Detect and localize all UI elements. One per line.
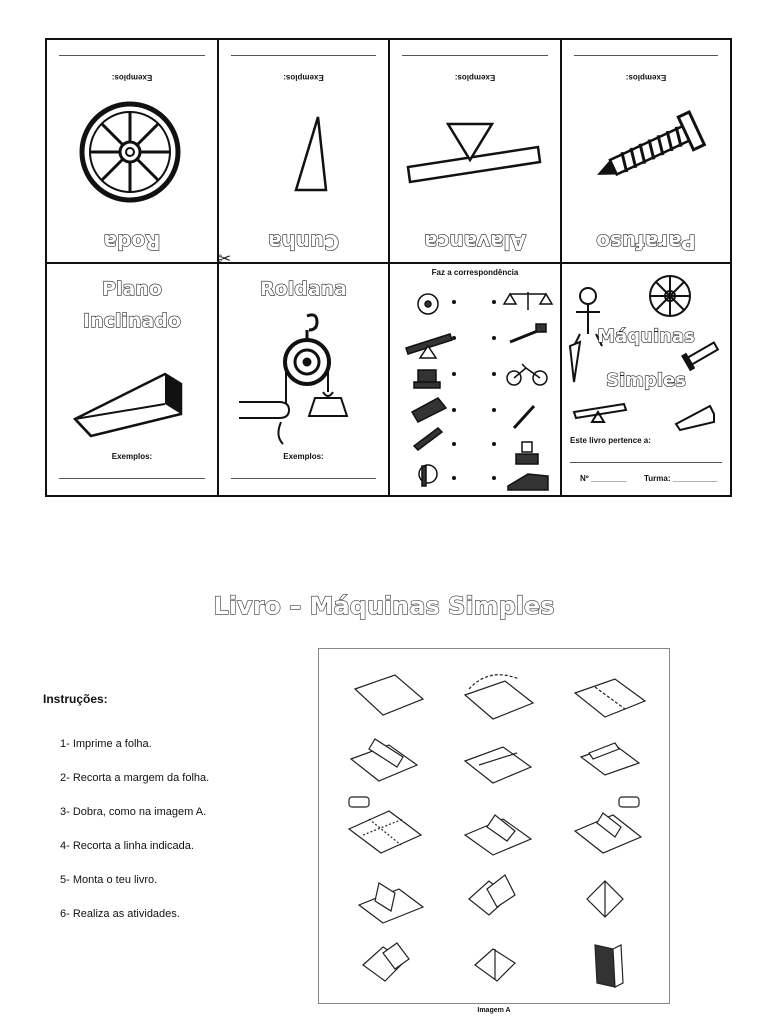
instruction-step: 6- Realiza as atividades. [60,908,180,920]
match-dot[interactable] [452,300,456,304]
examples-label: Exemplos: [625,73,667,82]
panel-cover [562,264,730,497]
owner-label: Este livro pertence a: [570,436,651,445]
panel-title: Parafuso [596,230,696,254]
scissors-icon: ✂ [218,251,232,268]
match-dot[interactable] [492,300,496,304]
match-dot[interactable] [452,442,456,446]
match-dot[interactable] [452,372,456,376]
writing-line [59,55,205,56]
panel-parafuso [562,40,730,262]
cover-title-line1: Máquinas [597,326,695,347]
cover-illustrations [562,264,730,444]
folding-steps-illustration [319,649,669,1003]
match-dot[interactable] [492,442,496,446]
writing-line [59,478,205,479]
instruction-step: 5- Monta o teu livro. [60,874,158,886]
panel-plano-inclinado [47,264,217,497]
figure-caption: Imagem A [477,1007,511,1014]
match-dot[interactable] [452,336,456,340]
panel-roldana [219,264,388,497]
match-dot[interactable] [492,372,496,376]
number-label: Nº ________ [580,474,627,483]
owner-name-line[interactable] [570,462,722,463]
match-dot[interactable] [492,408,496,412]
examples-label: Exemplos: [283,73,324,82]
instruction-step: 1- Imprime a folha. [60,738,152,750]
examples-label: Exemplos: [454,73,496,82]
instruction-step: 2- Recorta a margem da folha. [60,772,210,784]
panel-title: Cunha [268,230,339,254]
cover-title-line2: Simples [606,370,686,391]
examples-label: Exemplos: [111,452,153,461]
booklet-sheet [45,38,732,497]
panel-title: Alavanca [424,230,526,254]
inclined-plane-icon [47,264,217,497]
match-dot[interactable] [452,476,456,480]
folding-steps-figure [318,648,670,1004]
match-dot[interactable] [492,336,496,340]
pulley-icon [219,264,388,497]
matching-left-icons [398,286,458,496]
writing-line [231,478,376,479]
writing-line [574,55,718,56]
instruction-step: 3- Dobra, como na imagem A. [60,806,207,818]
examples-label: Exemplos: [111,73,153,82]
instructions-list [60,738,209,942]
writing-line [402,55,548,56]
match-dot[interactable] [452,408,456,412]
panel-correspondencia [390,264,560,497]
class-label: Turma: __________ [644,474,718,483]
panel-title-line2: Inclinado [83,310,181,332]
matching-title: Faz a correspondência [431,268,519,277]
match-dot[interactable] [492,476,496,480]
panel-title: Roldana [260,278,347,300]
page-title: Livro – Máquinas Simples [213,592,555,620]
panel-alavanca [390,40,560,262]
panel-title: Roda [103,230,161,254]
matching-right-icons [500,286,556,496]
panel-cunha [219,40,388,262]
examples-label: Exemplos: [283,452,324,461]
instruction-step: 4- Recorta a linha indicada. [60,840,194,852]
panel-title-line1: Plano [102,278,162,300]
writing-line [231,55,376,56]
instructions-heading: Instruções: [43,692,108,706]
panel-roda [47,40,217,262]
